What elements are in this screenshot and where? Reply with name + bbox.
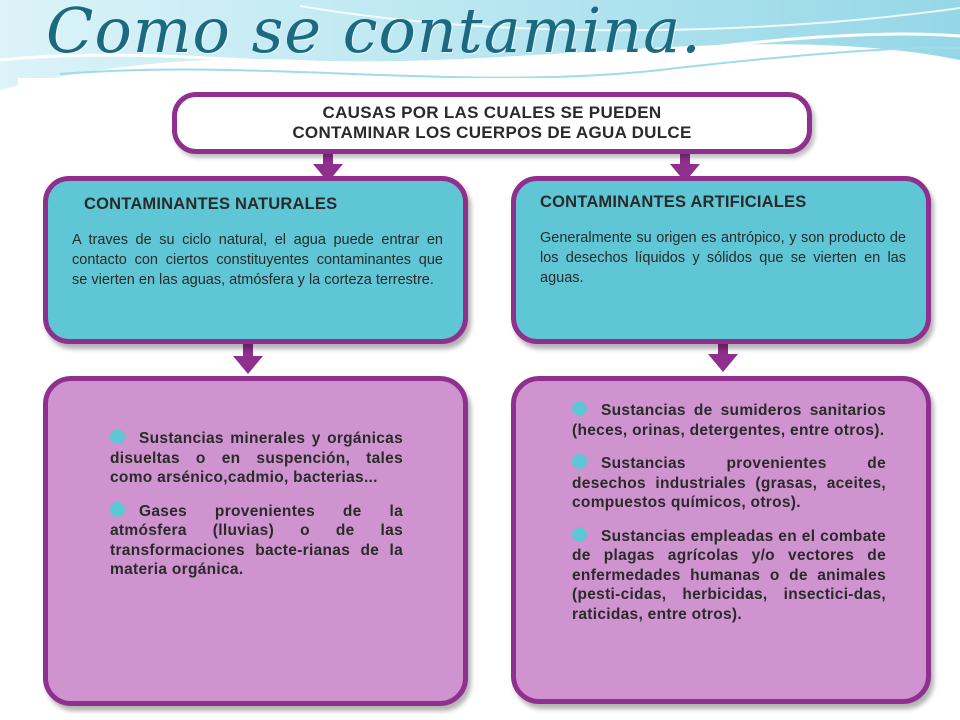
bullet-text: Sustancias provenientes de desechos industriales (grasas, aceites, compuestos químicos, otros).: [572, 455, 886, 511]
artificial-heading: CONTAMINANTES ARTIFICIALES: [540, 193, 807, 211]
bullet-text: Sustancias empleadas en el combate de plagas agrícolas y/o vectores de enfermedades humanas o de animales (pesti-cidas, herbicidas, insectici-das, raticidas, entre otros).: [572, 527, 886, 623]
bullet-text: Gases provenientes de la atmósfera (lluvias) o de las transformaciones bacte-rianas de la materia orgánica.: [110, 502, 403, 578]
root-cause-box: [172, 92, 812, 154]
artificial-examples-box: [511, 376, 931, 704]
list-item: [572, 527, 886, 625]
list-item: [572, 454, 886, 513]
bullet-dot-icon: [572, 454, 587, 469]
natural-examples-box: [43, 376, 468, 706]
list-item: [572, 401, 886, 440]
bullet-dot-icon: [572, 401, 587, 416]
bullet-text: Sustancias minerales y orgánicas disueltas o en suspención, tales como arsénico,cadmio, bacterias...: [110, 430, 403, 486]
artificial-contaminants-box: [511, 176, 931, 344]
list-item: [110, 502, 403, 580]
natural-heading: CONTAMINANTES NATURALES: [84, 195, 338, 213]
bullet-text: Sustancias de sumideros sanitarios (heces, orinas, detergentes, entre otros).: [572, 402, 886, 439]
bullet-dot-icon: [110, 502, 125, 517]
list-item: [110, 429, 403, 488]
slide-title: Como se contamina.: [46, 0, 702, 67]
artificial-description: Generalmente su origen es antrópico, y son producto de los desechos líquidos y sólidos que se vierten en las aguas.: [540, 230, 906, 286]
root-cause-text: CAUSAS POR LAS CUALES SE PUEDEN CONTAMINAR LOS CUERPOS DE AGUA DULCE: [292, 103, 692, 142]
bullet-dot-icon: [110, 429, 125, 444]
natural-contaminants-box: [43, 176, 468, 344]
bullet-dot-icon: [572, 527, 587, 542]
natural-description: A traves de su ciclo natural, el agua puede entrar en contacto con ciertos constituyentes contaminantes que se vierten en las aguas, atmósfera y la corteza terrestre.: [72, 232, 443, 288]
